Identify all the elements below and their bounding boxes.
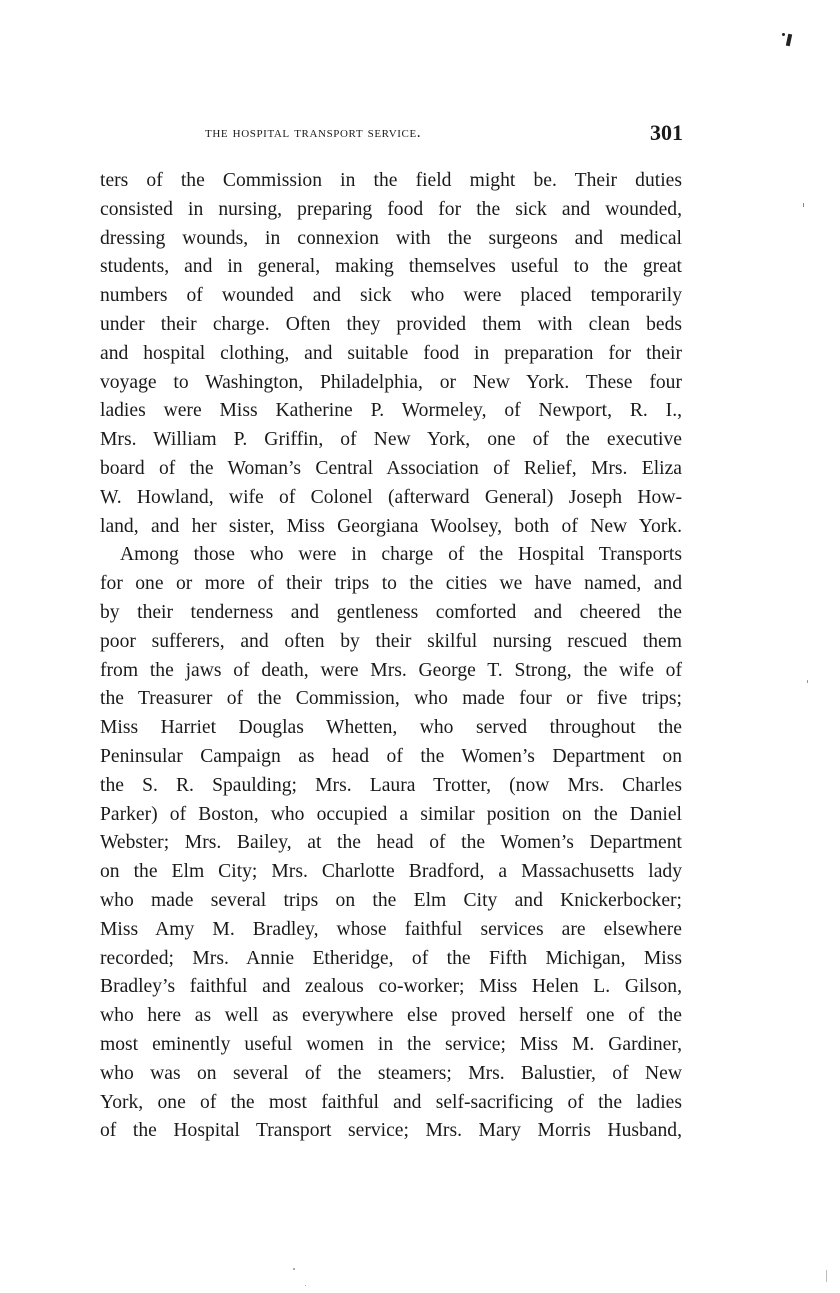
text-line: recorded; Mrs. Annie Etheridge, of the Fifth Michigan, Miss [100, 947, 682, 969]
text-line: under their charge. Often they provided them with clean beds [100, 313, 682, 335]
text-line: ladies were Miss Katherine P. Wormeley, of Newport, R. I., [100, 400, 682, 422]
body-text [100, 167, 682, 1146]
text-line: students, and in general, making themselves useful to the great [100, 256, 682, 278]
text-line: who made several trips on the Elm City and Knickerbocker; [100, 889, 682, 911]
text-line: Bradley’s faithful and zealous co-worker; Miss Helen L. Gilson, [100, 976, 682, 998]
text-line: Peninsular Campaign as head of the Women’s Department on [100, 745, 682, 767]
paragraph-first-line: Among those who were in charge of the Hospital Transports [120, 544, 682, 566]
text-line: from the jaws of death, were Mrs. George T. Strong, the wife of [100, 659, 682, 681]
text-line: voyage to Washington, Philadelphia, or New York. These four [100, 371, 682, 393]
text-line: for one or more of their trips to the cities we have named, and [100, 573, 682, 595]
text-line: of the Hospital Transport service; Mrs. Mary Morris Husband, [100, 1120, 682, 1142]
page-number: 301 [650, 120, 683, 145]
text-line: and hospital clothing, and suitable food in preparation for their [100, 342, 682, 364]
text-line: Miss Amy M. Bradley, whose faithful services are elsewhere [100, 918, 682, 940]
text-line: Parker) of Boston, who occupied a similar position on the Daniel [100, 803, 682, 825]
text-line: Miss Harriet Douglas Whetten, who served throughout the [100, 717, 682, 739]
scan-speck-margin [826, 1270, 827, 1282]
text-line: York, one of the most faithful and self-sacrificing of the ladies [100, 1091, 682, 1113]
text-line: by their tenderness and gentleness comforted and cheered the [100, 601, 682, 623]
text-line: on the Elm City; Mrs. Charlotte Bradford, a Massachusetts lady [100, 861, 682, 883]
running-title: the hospital transport service. [205, 124, 422, 141]
text-line: W. Howland, wife of Colonel (afterward General) Joseph How- [100, 486, 682, 508]
text-line: numbers of wounded and sick who were placed temporarily [100, 285, 682, 307]
text-line: land, and her sister, Miss Georgiana Woolsey, both of New York. [100, 515, 682, 537]
text-line: who here as well as everywhere else proved herself one of the [100, 1005, 682, 1027]
text-line: who was on several of the steamers; Mrs. Balustier, of New [100, 1062, 682, 1084]
scan-speck-margin [803, 203, 804, 207]
text-line: consisted in nursing, preparing food for the sick and wounded, [100, 198, 682, 220]
scan-speck-bottom [293, 1268, 295, 1270]
text-line: dressing wounds, in connexion with the surgeons and medical [100, 227, 682, 249]
text-line: the Treasurer of the Commission, who made four or five trips; [100, 688, 682, 710]
scan-speck-bottom [305, 1285, 306, 1286]
scan-speck-top-right [782, 33, 785, 36]
text-line: poor sufferers, and often by their skilful nursing rescued them [100, 630, 682, 652]
scan-speck-top-right [786, 34, 792, 47]
scan-speck-margin [807, 680, 808, 683]
text-line: the S. R. Spaulding; Mrs. Laura Trotter, (now Mrs. Charles [100, 774, 682, 796]
text-line: ters of the Commission in the field might be. Their duties [100, 170, 682, 191]
text-line: Mrs. William P. Griffin, of New York, one of the executive [100, 429, 682, 451]
text-line: most eminently useful women in the service; Miss M. Gardiner, [100, 1033, 682, 1055]
page-header [205, 120, 685, 150]
text-line: Webster; Mrs. Bailey, at the head of the Women’s Department [100, 832, 682, 854]
text-line: board of the Woman’s Central Association of Relief, Mrs. Eliza [100, 457, 682, 479]
